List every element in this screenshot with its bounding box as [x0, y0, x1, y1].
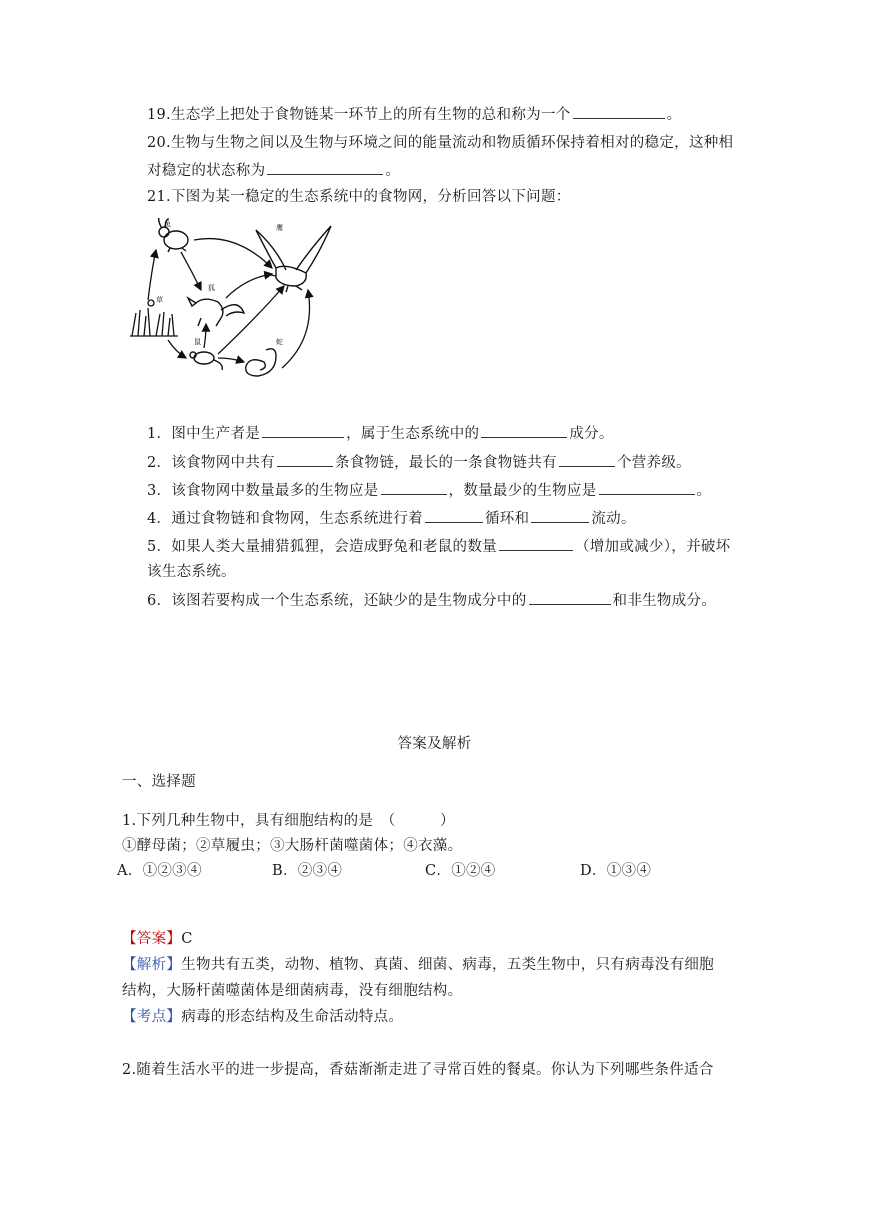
answer-blank[interactable] [267, 160, 383, 175]
answer-blank[interactable] [599, 480, 695, 495]
answer-blank[interactable] [559, 452, 615, 467]
answer-q2-stem: 2.随着生活水平的进一步提高，香菇渐渐走进了寻常百姓的餐桌。你认为下列哪些条件适合 [122, 1062, 714, 1078]
eagle-icon [256, 226, 331, 292]
arrow-grass-mouse [168, 340, 186, 358]
mouse-icon [190, 352, 222, 370]
arrow-rabbit-eagle [194, 239, 272, 268]
mouse-label: 鼠 [194, 338, 201, 346]
fox-label: 狐 [208, 284, 215, 292]
food-web-figure [126, 218, 336, 393]
arrow-grass-rabbit [148, 250, 156, 300]
sub-question-4: 4．通过食物链和食物网，生态系统进行着 循环和 流动。 [147, 508, 636, 529]
arrow-mouse-fox [204, 324, 206, 348]
answer-blank[interactable] [381, 480, 447, 495]
snake-icon [246, 349, 276, 376]
sub-question-3: 3．该食物网中数量最多的生物应是 ，数量最少的生物应是 。 [147, 480, 711, 501]
answer-value: C [181, 931, 193, 947]
answer-blank[interactable] [573, 104, 665, 119]
answer-blank[interactable] [277, 452, 333, 467]
option-a: A．①②③④ [117, 863, 202, 879]
analysis-tag: 【解析】 [122, 957, 182, 973]
question-20-line2: 对稳定的状态称为 。 [147, 160, 400, 181]
rabbit-label: 兔 [164, 220, 171, 228]
answer-line [122, 929, 193, 949]
answer-blank[interactable] [499, 536, 573, 551]
arrow-mouse-snake [218, 358, 244, 362]
section-heading: 一、选择题 [122, 774, 196, 790]
eagle-label: 鹰 [276, 224, 283, 232]
question-20-line1: 20.生物与生物之间以及生物与环境之间的能量流动和物质循环保持着相对的稳定，这种相 [147, 135, 734, 151]
point-tag: 【考点】 [122, 1009, 182, 1025]
question-19: 19.生态学上把处于食物链某一环节上的所有生物的总和称为一个 。 [147, 104, 681, 125]
analysis-line1: 【解析】生物共有五类，动物、植物、真菌、细菌、病毒，五类生物中，只有病毒没有细胞 [122, 957, 714, 973]
point-line: 【考点】病毒的形态结构及生命活动特点。 [122, 1009, 404, 1025]
answer-tag: 【答案】 [122, 931, 182, 947]
answer-blank[interactable] [481, 423, 567, 438]
sub-question-1: 1．图中生产者是 ，属于生态系统中的 成分。 [147, 423, 614, 444]
fox-icon [188, 298, 244, 326]
snake-label: 蛇 [276, 338, 283, 346]
option-c: C．①②④ [425, 863, 496, 879]
answer-blank[interactable] [262, 423, 344, 438]
sub-question-5: 5．如果人类大量捕猎狐狸，会造成野兔和老鼠的数量 （增加或减少），并破坏 [147, 536, 731, 557]
option-d: D．①③④ [580, 863, 652, 879]
answer-q1-stem: 1.下列几种生物中，具有细胞结构的是 （ ） [122, 813, 455, 829]
sub-question-2: 2．该食物网中共有 条食物链，最长的一条食物链共有 个营养级。 [147, 452, 691, 473]
analysis-line2: 结构，大肠杆菌噬菌体是细菌病毒，没有细胞结构。 [122, 983, 463, 999]
sub-question-5-line2: 该生态系统。 [147, 564, 236, 580]
grass-icon [130, 300, 178, 336]
answer-blank[interactable] [529, 590, 611, 605]
answer-blank[interactable] [531, 508, 589, 523]
option-b: B．②③④ [272, 863, 343, 879]
question-21-intro: 21.下图为某一稳定的生态系统中的食物网，分析回答以下问题： [147, 189, 571, 205]
answers-title: 答案及解析 [397, 736, 472, 752]
arrow-fox-eagle [226, 274, 272, 298]
grass-label: 草 [156, 296, 163, 304]
answer-q1-items: ①酵母菌；②草履虫；③大肠杆菌噬菌体；④衣藻。 [122, 838, 463, 854]
answer-blank[interactable] [425, 508, 483, 523]
arrow-rabbit-fox [181, 252, 201, 290]
arrow-snake-eagle [282, 290, 310, 368]
sub-question-6: 6．该图若要构成一个生态系统，还缺少的是生物成分中的 和非生物成分。 [147, 590, 716, 611]
